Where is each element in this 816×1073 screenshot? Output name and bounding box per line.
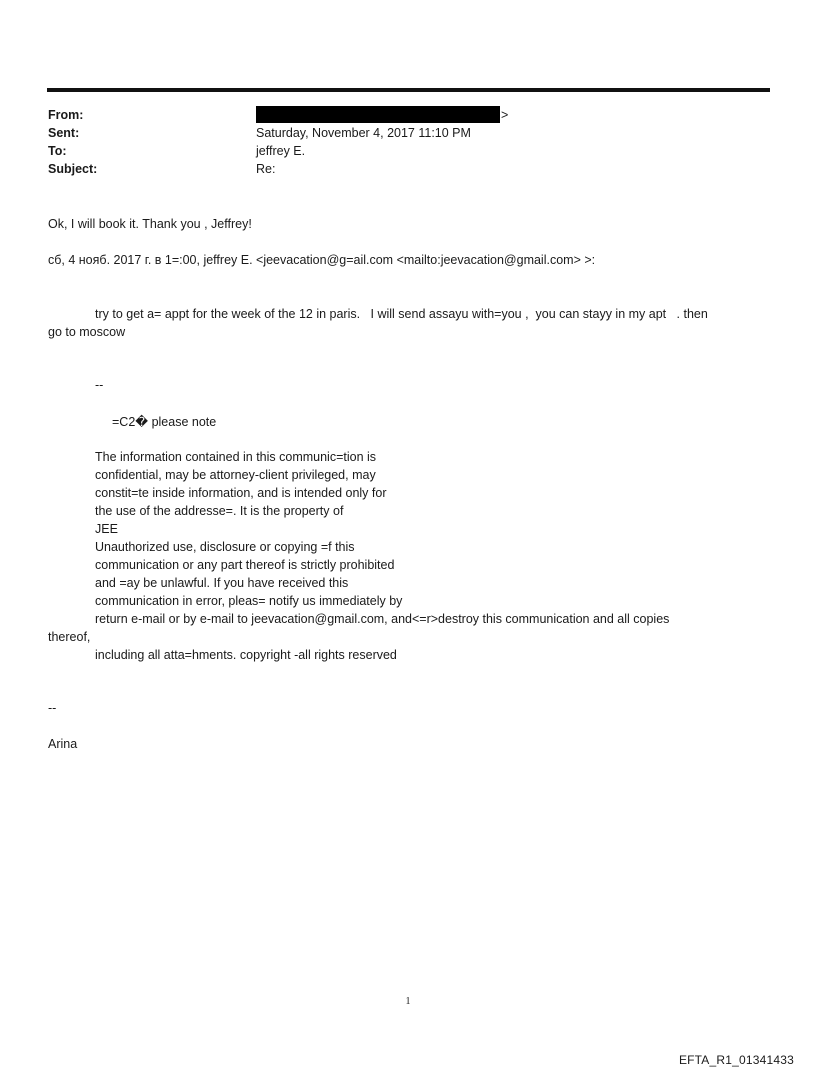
from-label: From: bbox=[48, 108, 84, 122]
redacted-sender bbox=[256, 106, 500, 123]
quote-intro: сб, 4 нояб. 2017 г. в 1=:00, jeffrey E. <jeevacation@g=ail.com <mailto:jeevacation@gmail.com> >: bbox=[48, 253, 596, 267]
to-label: To: bbox=[48, 144, 67, 158]
to-value: jeffrey E. bbox=[256, 144, 306, 158]
disclaimer-line: the use of the addresse=. It is the property of bbox=[95, 504, 344, 518]
bates-number: EFTA_R1_01341433 bbox=[678, 1053, 794, 1067]
disclaimer-line: return e-mail or by e-mail to jeevacation@gmail.com, and<=r>destroy this communication and all copies bbox=[95, 612, 670, 626]
disclaimer-line: communication in error, pleas= notify us immediately by bbox=[95, 594, 403, 608]
disclaimer-line: and =ay be unlawful. If you have received this bbox=[95, 576, 349, 590]
sent-value: Saturday, November 4, 2017 11:10 PM bbox=[256, 126, 471, 140]
disclaimer-last: including all atta=hments. copyright -all rights reserved bbox=[95, 648, 397, 662]
reply-text: Ok, I will book it. Thank you , Jeffrey! bbox=[48, 217, 252, 231]
disclaimer-line: confidential, may be attorney-client privileged, may bbox=[95, 468, 376, 482]
quoted-message-line2: go to moscow bbox=[48, 325, 126, 339]
quoted-message-line1: try to get a= appt for the week of the 12 in paris. I will send assayu with=you , you can stayy in my apt . then bbox=[95, 307, 708, 321]
note-line: =C2� please note bbox=[112, 415, 217, 429]
closing-separator: -- bbox=[48, 701, 57, 715]
subject-value: Re: bbox=[256, 162, 276, 176]
disclaimer-line: constit=te inside information, and is intended only for bbox=[95, 486, 387, 500]
signature-name: Arina bbox=[48, 737, 78, 751]
subject-label: Subject: bbox=[48, 162, 98, 176]
signature-separator: -- bbox=[95, 378, 104, 392]
disclaimer-line: JEE bbox=[95, 522, 118, 536]
disclaimer-line: communication or any part thereof is strictly prohibited bbox=[95, 558, 395, 572]
sent-label: Sent: bbox=[48, 126, 80, 140]
disclaimer-line: The information contained in this communic=tion is bbox=[95, 450, 377, 464]
page-number: 1 bbox=[405, 996, 411, 1007]
from-tail: > bbox=[501, 108, 509, 122]
disclaimer-wrap: thereof, bbox=[48, 630, 91, 644]
disclaimer-line: Unauthorized use, disclosure or copying =f this bbox=[95, 540, 355, 554]
header-rule bbox=[47, 88, 770, 92]
